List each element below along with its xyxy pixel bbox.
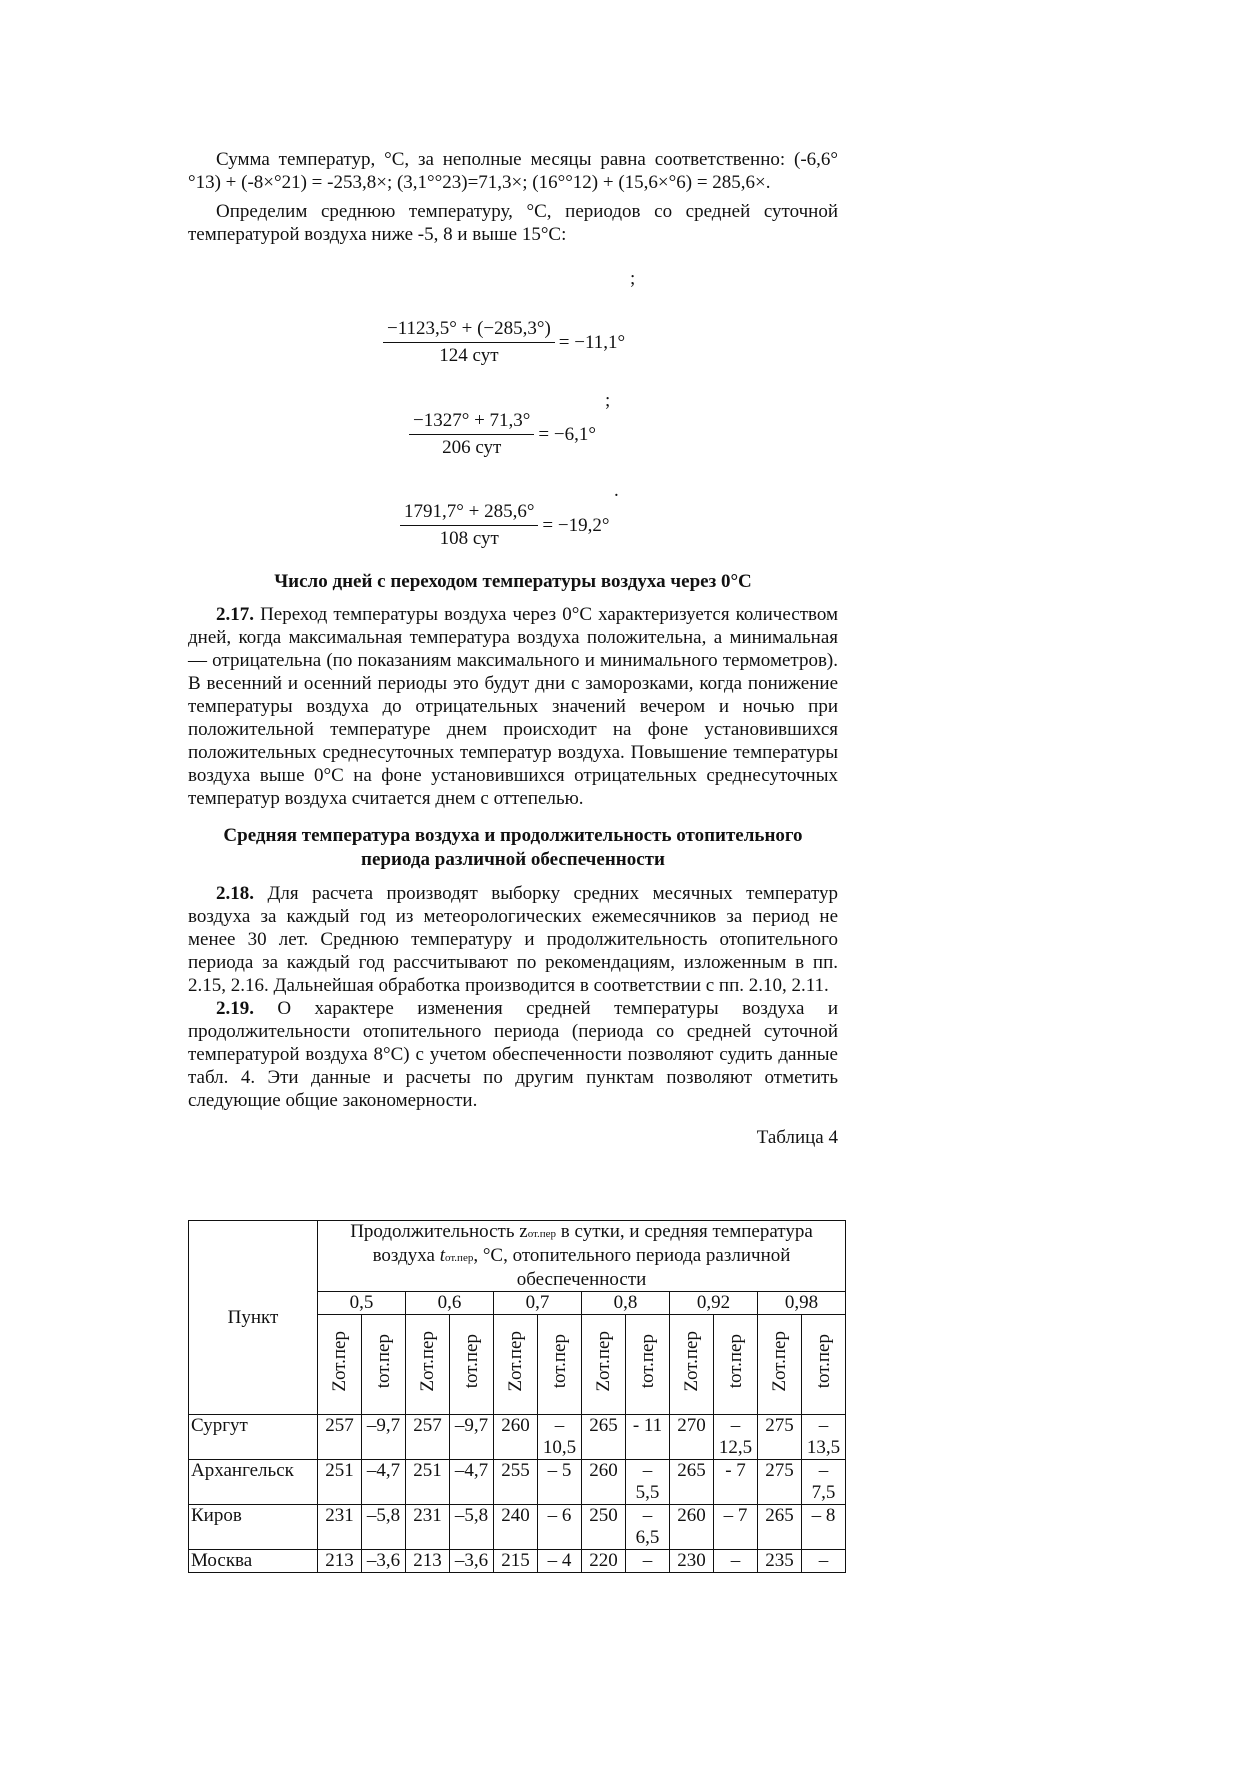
text-body bbox=[188, 148, 838, 246]
section-text-2-17: Переход температуры воздуха через 0°С характеризуется количеством дней, когда максимальная температура воздуха положительна, а минимальная — отрицательна (по показаниям максимального и минимального термометров). В весенний и осенний периоды это будут дни с заморозками, когда понижение температуры воздуха до отрицательных значений вечером и ночью при положительной температуре днем происходит на фоне установившихся положительных среднесуточных температур воздуха. Повышение температуры воздуха выше 0°С на фоне установившихся отрицательных среднесуточных температур воздуха считается днем с оттепелью. bbox=[188, 604, 839, 809]
section-number-2-19: 2.19. bbox=[216, 998, 254, 1019]
header-description bbox=[318, 1221, 846, 1292]
text-body-2 bbox=[188, 570, 838, 1149]
header-sub-2: от.пер bbox=[444, 1252, 474, 1264]
paragraph-mean-temp: Определим среднюю температуру, °С, периодов со средней суточной температурой воздуха ниже -5, 8 и выше 15°С: bbox=[188, 201, 838, 245]
table-row bbox=[189, 1550, 846, 1573]
city-cell: Сургут bbox=[189, 1415, 318, 1460]
value-cell: 240 bbox=[494, 1505, 538, 1550]
z-label-text: Zот.пер bbox=[328, 1331, 350, 1392]
t-column-label bbox=[714, 1315, 758, 1415]
value-cell: 270 bbox=[670, 1415, 714, 1460]
value-cell: 251 bbox=[318, 1460, 362, 1505]
z-column-label bbox=[670, 1315, 714, 1415]
heading-line-1: Средняя температура воздуха и продолжительность отопительного bbox=[223, 825, 803, 846]
formula-3 bbox=[400, 501, 609, 550]
value-cell: 215 bbox=[494, 1550, 538, 1573]
value-cell: – 7,5 bbox=[802, 1460, 846, 1505]
heading-heating-period bbox=[188, 824, 838, 872]
value-cell: 213 bbox=[406, 1550, 450, 1573]
value-cell: 250 bbox=[582, 1505, 626, 1550]
value-cell: –5,8 bbox=[450, 1505, 494, 1550]
z-column-label bbox=[758, 1315, 802, 1415]
formula-2 bbox=[409, 410, 596, 459]
value-cell: 231 bbox=[318, 1505, 362, 1550]
formula-2-punct: ; bbox=[605, 390, 611, 411]
value-cell: 275 bbox=[758, 1460, 802, 1505]
table-row bbox=[189, 1415, 846, 1460]
value-cell: –4,7 bbox=[362, 1460, 406, 1505]
formula-1-denominator: 124 сут bbox=[439, 345, 499, 366]
formula-1-numerator: −1123,5° + (−285,3°) bbox=[383, 318, 555, 343]
value-cell: – bbox=[626, 1550, 670, 1573]
t-column-label bbox=[450, 1315, 494, 1415]
t-column-label bbox=[626, 1315, 670, 1415]
formula-2-numerator: −1327° + 71,3° bbox=[409, 410, 534, 435]
formula-1-punct: ; bbox=[630, 268, 636, 289]
value-cell: 265 bbox=[582, 1415, 626, 1460]
z-label-text: Zот.пер bbox=[504, 1331, 526, 1392]
page-bottom-margin bbox=[0, 1577, 1240, 1777]
paragraph-2-19 bbox=[188, 997, 838, 1112]
formula-3-punct: . bbox=[614, 480, 619, 501]
value-cell: –9,7 bbox=[450, 1415, 494, 1460]
paragraph-2-18 bbox=[188, 882, 838, 997]
city-cell: Киров bbox=[189, 1505, 318, 1550]
header-sub-1: от.пер bbox=[527, 1228, 557, 1240]
z-label-text: Zот.пер bbox=[416, 1331, 438, 1392]
probability-header: 0,7 bbox=[494, 1292, 582, 1315]
t-label-text: tот.пер bbox=[372, 1334, 394, 1389]
value-cell: 235 bbox=[758, 1550, 802, 1573]
value-cell: 220 bbox=[582, 1550, 626, 1573]
t-column-label bbox=[362, 1315, 406, 1415]
table-row bbox=[189, 1505, 846, 1550]
city-cell: Архангельск bbox=[189, 1460, 318, 1505]
t-column-label bbox=[802, 1315, 846, 1415]
value-cell: 257 bbox=[318, 1415, 362, 1460]
value-cell: 260 bbox=[494, 1415, 538, 1460]
header-text-a: Продолжительность z bbox=[350, 1221, 528, 1242]
formula-2-denominator: 206 сут bbox=[442, 437, 502, 458]
table-header-row-1 bbox=[189, 1221, 846, 1292]
value-cell: – 6,5 bbox=[626, 1505, 670, 1550]
header-t: t bbox=[439, 1245, 445, 1266]
formula-3-result: = −19,2° bbox=[542, 514, 610, 536]
t-label-text: tот.пер bbox=[548, 1334, 570, 1389]
probability-header: 0,5 bbox=[318, 1292, 406, 1315]
z-label-text: Zот.пер bbox=[680, 1331, 702, 1392]
heading-line-2: периода различной обеспеченности bbox=[361, 849, 665, 870]
value-cell: - 11 bbox=[626, 1415, 670, 1460]
value-cell: – 4 bbox=[538, 1550, 582, 1573]
value-cell: – 6 bbox=[538, 1505, 582, 1550]
table-body bbox=[189, 1415, 846, 1573]
value-cell: 251 bbox=[406, 1460, 450, 1505]
t-column-label bbox=[538, 1315, 582, 1415]
value-cell: –5,8 bbox=[362, 1505, 406, 1550]
probability-header: 0,6 bbox=[406, 1292, 494, 1315]
value-cell: –9,7 bbox=[362, 1415, 406, 1460]
t-label-text: tот.пер bbox=[724, 1334, 746, 1389]
value-cell: – bbox=[714, 1550, 758, 1573]
formula-2-result: = −6,1° bbox=[538, 423, 596, 445]
z-column-label bbox=[582, 1315, 626, 1415]
z-column-label bbox=[406, 1315, 450, 1415]
value-cell: 265 bbox=[670, 1460, 714, 1505]
section-number-2-17: 2.17. bbox=[216, 604, 254, 625]
value-cell: – 10,5 bbox=[538, 1415, 582, 1460]
value-cell: 265 bbox=[758, 1505, 802, 1550]
value-cell: – 5,5 bbox=[626, 1460, 670, 1505]
z-label-text: Zот.пер bbox=[768, 1331, 790, 1392]
section-text-2-18: Для расчета производят выборку средних месячных температур воздуха за каждый год из метеорологических ежемесячников за период не менее 30 лет. Среднюю температуру и продолжительность отопительного периода за каждый год рассчитывают по рекомендациям, изложенным в пп. 2.15, 2.16. Дальнейшая обработка производится в соответствии с пп. 2.10, 2.11. bbox=[188, 883, 839, 996]
formula-1-result: = −11,1° bbox=[558, 331, 626, 353]
value-cell: –3,6 bbox=[450, 1550, 494, 1573]
formula-3-denominator: 108 сут bbox=[439, 528, 499, 549]
section-text-2-19: О характере изменения средней температуры воздуха и продолжительности отопительного периода (периода со средней суточной температурой воздуха 8°С) с учетом обеспеченности позволяют судить данные табл. 4. Эти данные и расчеты по другим пунктам позволяют отметить следующие общие закономерности. bbox=[188, 998, 839, 1111]
value-cell: –4,7 bbox=[450, 1460, 494, 1505]
paragraph-2-17 bbox=[188, 603, 838, 810]
value-cell: – 12,5 bbox=[714, 1415, 758, 1460]
probability-header: 0,92 bbox=[670, 1292, 758, 1315]
city-cell: Москва bbox=[189, 1550, 318, 1573]
t-label-text: tот.пер bbox=[812, 1334, 834, 1389]
section-number-2-18: 2.18. bbox=[216, 883, 254, 904]
value-cell: – bbox=[802, 1550, 846, 1573]
table-4 bbox=[188, 1220, 846, 1573]
value-cell: 213 bbox=[318, 1550, 362, 1573]
value-cell: – 7 bbox=[714, 1505, 758, 1550]
formula-3-numerator: 1791,7° + 285,6° bbox=[400, 501, 538, 526]
header-text-c: , °С, отопительного периода различной обеспеченности bbox=[473, 1245, 791, 1290]
t-label-text: tот.пер bbox=[636, 1334, 658, 1389]
value-cell: 260 bbox=[670, 1505, 714, 1550]
value-cell: – 5 bbox=[538, 1460, 582, 1505]
table-row bbox=[189, 1460, 846, 1505]
z-column-label bbox=[494, 1315, 538, 1415]
z-column-label bbox=[318, 1315, 362, 1415]
header-point: Пункт bbox=[189, 1221, 318, 1415]
header-text-b: в сутки, и средняя температура воздуха bbox=[372, 1221, 813, 1266]
heading-zero-crossing: Число дней с переходом температуры воздуха через 0°С bbox=[274, 571, 752, 592]
value-cell: – 8 bbox=[802, 1505, 846, 1550]
paragraph-sum: Сумма температур, °С, за неполные месяцы равна соответственно: (-6,6°°13) + (-8×°21) = -253,8×; (3,1°°23)=71,3×; (16°°12) + (15,6×°6) = 285,6×. bbox=[188, 149, 838, 193]
value-cell: 255 bbox=[494, 1460, 538, 1505]
probability-header: 0,8 bbox=[582, 1292, 670, 1315]
value-cell: 275 bbox=[758, 1415, 802, 1460]
t-label-text: tот.пер bbox=[460, 1334, 482, 1389]
table-caption: Таблица 4 bbox=[756, 1127, 838, 1148]
probability-header: 0,98 bbox=[758, 1292, 846, 1315]
value-cell: 257 bbox=[406, 1415, 450, 1460]
value-cell: 230 bbox=[670, 1550, 714, 1573]
value-cell: 260 bbox=[582, 1460, 626, 1505]
value-cell: - 7 bbox=[714, 1460, 758, 1505]
value-cell: 231 bbox=[406, 1505, 450, 1550]
formula-1 bbox=[383, 318, 625, 367]
value-cell: –3,6 bbox=[362, 1550, 406, 1573]
z-label-text: Zот.пер bbox=[592, 1331, 614, 1392]
value-cell: – 13,5 bbox=[802, 1415, 846, 1460]
